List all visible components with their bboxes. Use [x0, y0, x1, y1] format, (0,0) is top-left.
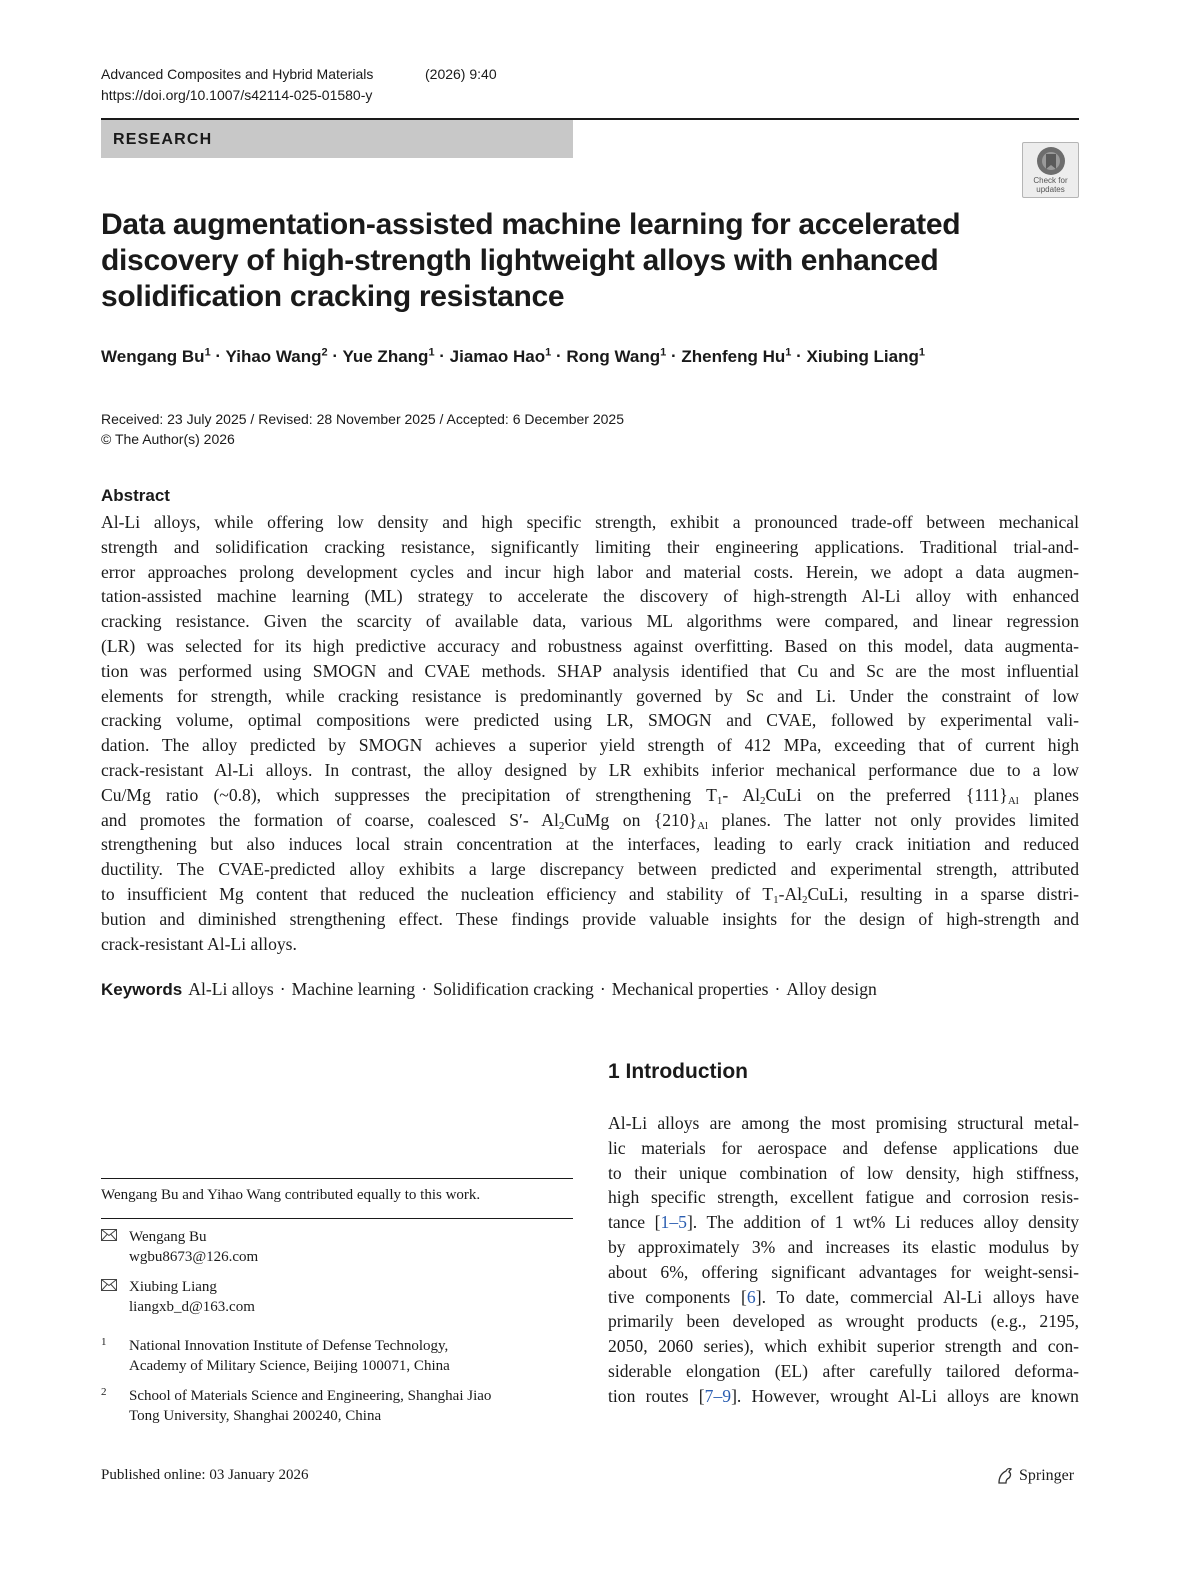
body-line: primarily been developed as wrought products (e.g., 2195,: [608, 1311, 1079, 1332]
abstract-line: and promotes the formation of coarse, coalesced S′- $Al_2CuMg$ on $\{210\}_{Al}$ planes. The latter not only provides limited: [101, 809, 1079, 832]
author[interactable]: Xiubing Liang$^1$: [806, 346, 926, 366]
body-line: to their unique combination of low density, high stiffness,: [608, 1162, 1079, 1183]
introduction-body: [608, 1111, 1079, 1409]
affiliation: [101, 1336, 450, 1376]
affiliation-line: Academy of Military Science, Beijing 100071, China: [129, 1358, 450, 1374]
abstract-line: Cu/Mg ratio (~0.8), which suppresses the precipitation of strengthening $T_1-$ $Al_2CuLi$ on the preferred $\{111\}_{Al}$ planes: [101, 784, 1079, 807]
affiliation-number: 2: [101, 1386, 107, 1398]
envelope-icon: [101, 1229, 117, 1241]
check-updates-label: Check for updates: [1033, 176, 1068, 194]
equal-contribution-note: Wengang Bu and Yihao Wang contributed equally to this work.: [101, 1187, 481, 1203]
publisher-logo: [996, 1467, 1074, 1485]
keyword-separator: ·: [421, 979, 428, 999]
corresponding-email[interactable]: liangxb_d@163.com: [129, 1299, 255, 1315]
citation-link[interactable]: 1–5: [660, 1212, 687, 1233]
body-line: about 6%, offering significant advantages for weight-sensi-: [608, 1261, 1079, 1282]
abstract-line: bution and diminished strengthening effect. These findings provide valuable insights for the design of high-strength and: [101, 908, 1079, 929]
publication-history: Received: 23 July 2025 / Revised: 28 November 2025 / Accepted: 6 December 2025: [101, 411, 624, 427]
abstract-line: crack-resistant Al-Li alloys. In contrast, the alloy designed by LR exhibits inferior mechanical performance due to a low: [101, 759, 1079, 780]
abstract-line: tion was performed using SMOGN and CVAE methods. SHAP analysis identified that Cu and Sc are the most influential: [101, 660, 1079, 681]
doi-link[interactable]: https://doi.org/10.1007/s42114-025-01580-y: [101, 87, 373, 103]
corresponding-author: [101, 1277, 255, 1317]
abstract-line: dation. The alloy predicted by SMOGN achieves a superior yield strength of 412 MPa, exceeding that of current high: [101, 735, 1079, 756]
keywords: [101, 979, 877, 1000]
abstract-line: Al-Li alloys, while offering low density and high specific strength, exhibit a pronounced trade-off between mechanical: [101, 512, 1079, 532]
keyword[interactable]: Mechanical properties: [611, 979, 769, 999]
copyright: © The Author(s) 2026: [101, 431, 235, 447]
publisher-name: Springer: [1019, 1467, 1075, 1484]
bookmark-icon: [1036, 146, 1066, 176]
abstract-line: strength and solidification cracking resistance, significantly limiting their engineering applications. Traditional trial-and-: [101, 536, 1079, 557]
affiliation-number: 1: [101, 1336, 107, 1348]
body-line: siderable elongation (EL) after carefully tailored deforma-: [608, 1360, 1079, 1381]
author-list: Wengang $Bu^1$ · Yihao Wang$^2$ · Yue Zhang$^1$ · Jiamao Hao$^1$ · Rong Wang$^1$ · Zhenfeng $Hu^1$ · Xiubing Liang$^1$: [101, 346, 926, 366]
section-heading-introduction: 1 Introduction: [608, 1060, 748, 1083]
body-line: by approximately 3% and increases its elastic modulus by: [608, 1236, 1079, 1257]
journal-citation: (2026) 9:40: [425, 66, 497, 82]
envelope-icon: [101, 1279, 117, 1291]
affiliation-line: School of Materials Science and Engineering, Shanghai Jiao: [129, 1388, 492, 1404]
keyword[interactable]: Al-Li alloys: [188, 979, 274, 999]
abstract-line: to insufficient Mg content that reduced the nucleation efficiency and stability of $T_1-Al_2CuLi$, resulting in a sparse distri-: [101, 883, 1079, 906]
abstract-line: error approaches prolong development cycles and incur high labor and material costs. Herein, we adopt a data augmen-: [101, 561, 1079, 582]
abstract-line: strengthening but also induces local strain concentration at the interfaces, leading to early crack initiation and reduced: [101, 834, 1079, 855]
citation-link[interactable]: 6: [746, 1286, 756, 1307]
corresponding-name: Xiubing Liang: [129, 1279, 217, 1295]
affiliation-line: Tong University, Shanghai 200240, China: [129, 1408, 382, 1424]
keyword-separator: ·: [774, 979, 781, 999]
author[interactable]: Jiamao Hao$^1$: [449, 346, 552, 366]
title-line: discovery of high-strength lightweight alloys with enhanced: [101, 244, 939, 277]
journal-name: Advanced Composites and Hybrid Materials: [101, 66, 374, 82]
affiliation-line: National Innovation Institute of Defense Technology,: [129, 1338, 449, 1354]
footnote-rule: [101, 1178, 573, 1179]
corresponding-email[interactable]: wgbu8673@126.com: [129, 1249, 259, 1265]
body-line: tion routes [7–9]. However, wrought Al-Li alloys are known: [608, 1385, 1079, 1406]
keyword-separator: ·: [599, 979, 606, 999]
springer-horse-icon: [996, 1467, 1014, 1485]
abstract-line: (LR) was selected for its high predictive accuracy and robustness against overfitting. Based on this model, data augmenta-: [101, 635, 1079, 656]
abstract-line: tation-assisted machine learning (ML) strategy to accelerate the discovery of high-strength Al-Li alloy with enhanced: [101, 586, 1079, 607]
keyword[interactable]: Solidification cracking: [433, 979, 594, 999]
abstract-line: cracking volume, optimal compositions were predicted using LR, SMOGN and CVAE, followed by experimental vali-: [101, 710, 1079, 731]
author[interactable]: Zhenfeng Hu$^1$: [681, 346, 792, 366]
citation-link[interactable]: 7–9: [704, 1385, 732, 1406]
affiliation: [101, 1386, 491, 1426]
abstract-line: ductility. The CVAE-predicted alloy exhibits a large discrepancy between predicted and experimental strength, attributed: [101, 859, 1079, 880]
keyword[interactable]: Machine learning: [291, 979, 416, 999]
author[interactable]: Rong Wang$^1$: [566, 346, 667, 366]
article-title: [101, 207, 1001, 315]
journal-header: [101, 64, 497, 106]
keyword-separator: ·: [279, 979, 286, 999]
article-dates: [101, 409, 624, 449]
author[interactable]: Wengang Bu$^1$: [101, 346, 211, 366]
abstract-line: cracking resistance. Given the scarcity of available data, various ML algorithms were compared, and linear regression: [101, 611, 1079, 632]
keyword[interactable]: Alloy design: [786, 979, 877, 999]
article-type-banner: RESEARCH: [101, 120, 573, 158]
body-line: lic materials for aerospace and defense applications due: [608, 1137, 1079, 1158]
author[interactable]: Yihao Wang$^2$: [225, 346, 328, 366]
body-line: tance [1–5]. The addition of 1 wt% Li reduces alloy density: [608, 1212, 1079, 1233]
abstract-heading: Abstract: [101, 486, 170, 505]
published-online-date: Published online: 03 January 2026: [101, 1467, 309, 1483]
body-line: 2050, 2060 series), which exhibit superior strength and con-: [608, 1336, 1079, 1357]
title-line: Data augmentation-assisted machine learning for accelerated: [101, 208, 961, 241]
footnote-rule: [101, 1218, 573, 1219]
corresponding-name: Wengang Bu: [129, 1229, 207, 1245]
abstract-line: elements for strength, while cracking resistance is predominantly governed by Sc and Li. Under the constraint of low: [101, 685, 1079, 706]
body-line: Al-Li alloys are among the most promising structural metal-: [608, 1113, 1079, 1133]
corresponding-author: [101, 1227, 258, 1267]
check-for-updates-badge[interactable]: [1022, 142, 1079, 198]
body-line: tive components [6]. To date, commercial Al-Li alloys have: [608, 1286, 1079, 1307]
author[interactable]: Yue Zhang$^1$: [342, 346, 435, 366]
title-line: solidification cracking resistance: [101, 280, 565, 313]
abstract-line: crack-resistant Al-Li alloys.: [101, 933, 297, 954]
body-line: high specific strength, excellent fatigue and corrosion resis-: [608, 1187, 1079, 1208]
keywords-heading: Keywords: [101, 980, 183, 999]
abstract-body: [101, 510, 1079, 956]
